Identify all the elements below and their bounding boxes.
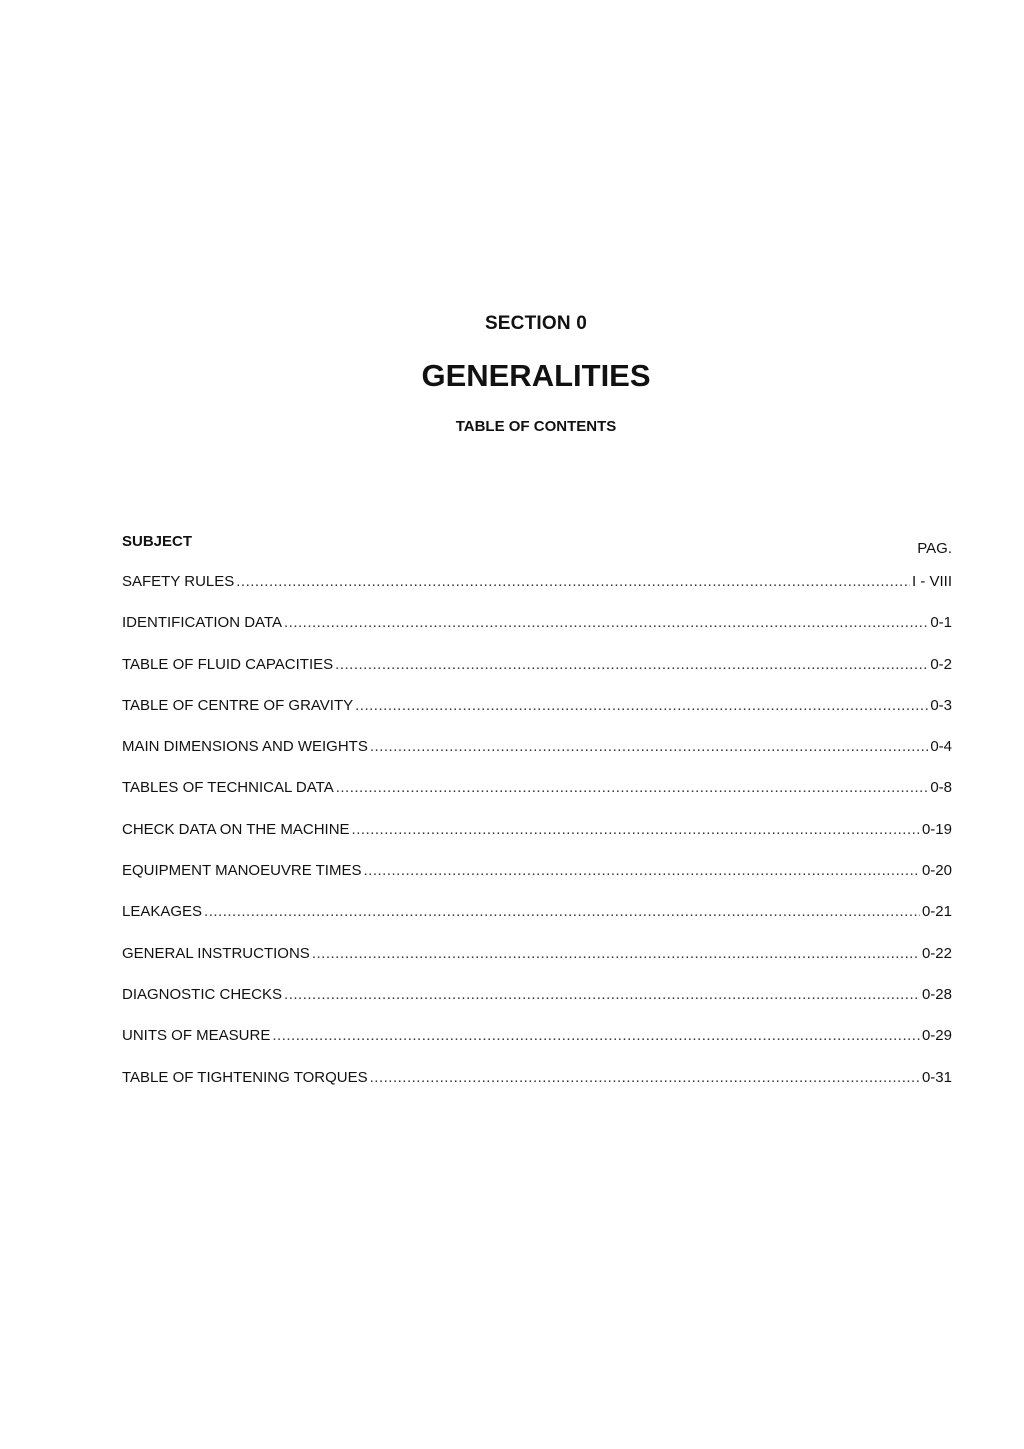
toc-entry-diagnostic-checks[interactable] xyxy=(122,986,952,1027)
dot-leader xyxy=(335,656,928,673)
toc-entry-centre-of-gravity[interactable] xyxy=(122,697,952,738)
page-column-header: PAG. xyxy=(917,540,952,557)
toc-entry-subject: EQUIPMENT MANOEUVRE TIMES xyxy=(122,862,362,880)
toc-entry-technical-data[interactable] xyxy=(122,779,952,820)
dot-leader xyxy=(236,573,910,590)
subject-column-header: SUBJECT xyxy=(122,533,193,550)
toc-entry-subject: MAIN DIMENSIONS AND WEIGHTS xyxy=(122,738,368,756)
toc-list xyxy=(122,573,952,1110)
dot-leader xyxy=(336,779,929,796)
dot-leader xyxy=(312,945,920,962)
toc-heading: TABLE OF CONTENTS xyxy=(455,418,617,435)
toc-entry-page: 0-2 xyxy=(930,655,952,673)
dot-leader xyxy=(284,614,928,631)
toc-entry-subject: TABLE OF FLUID CAPACITIES xyxy=(122,655,334,673)
toc-entry-subject: LEAKAGES xyxy=(122,903,203,921)
toc-entry-subject: IDENTIFICATION DATA xyxy=(122,614,282,632)
toc-entry-subject: TABLES OF TECHNICAL DATA xyxy=(122,779,334,797)
toc-entry-general-instructions[interactable] xyxy=(122,945,952,986)
toc-entry-fluid-capacities[interactable] xyxy=(122,656,952,697)
toc-entry-page: 0-4 xyxy=(930,738,952,756)
toc-entry-page: 0-28 xyxy=(921,985,952,1003)
toc-entry-page: 0-19 xyxy=(921,820,952,838)
toc-entry-subject: TABLE OF TIGHTENING TORQUES xyxy=(122,1068,368,1086)
dot-leader xyxy=(204,903,920,920)
dot-leader xyxy=(352,821,920,838)
toc-entry-subject: UNITS OF MEASURE xyxy=(122,1027,271,1045)
toc-entry-subject: GENERAL INSTRUCTIONS xyxy=(122,944,310,962)
toc-entry-subject: SAFETY RULES xyxy=(122,573,235,590)
dot-leader xyxy=(370,738,928,755)
dot-leader xyxy=(363,862,919,879)
toc-entry-page: 0-20 xyxy=(921,862,952,880)
toc-entry-check-data[interactable] xyxy=(122,821,952,862)
toc-entry-safety-rules[interactable] xyxy=(122,573,952,614)
toc-entry-page: 0-22 xyxy=(921,944,952,962)
toc-entry-identification-data[interactable] xyxy=(122,614,952,655)
toc-entry-units-of-measure[interactable] xyxy=(122,1027,952,1068)
dot-leader xyxy=(272,1027,920,1044)
dot-leader xyxy=(355,697,928,714)
toc-entry-manoeuvre-times[interactable] xyxy=(122,862,952,903)
toc-entry-page: 0-8 xyxy=(930,779,952,797)
toc-entry-page: I - VIII xyxy=(911,573,952,590)
toc-entry-page: 0-21 xyxy=(921,903,952,921)
toc-entry-subject: CHECK DATA ON THE MACHINE xyxy=(122,820,350,838)
toc-entry-page: 0-3 xyxy=(930,696,952,714)
dot-leader xyxy=(284,986,920,1003)
toc-entry-page: 0-31 xyxy=(921,1068,952,1086)
toc-entry-page: 0-29 xyxy=(921,1027,952,1045)
section-label: SECTION 0 xyxy=(484,313,588,334)
dot-leader xyxy=(370,1069,920,1086)
toc-entry-tightening-torques[interactable] xyxy=(122,1069,952,1110)
toc-entry-leakages[interactable] xyxy=(122,903,952,944)
toc-entry-page: 0-1 xyxy=(930,614,952,632)
toc-entry-subject: DIAGNOSTIC CHECKS xyxy=(122,985,283,1003)
page-title: GENERALITIES xyxy=(421,358,651,393)
toc-entry-main-dimensions[interactable] xyxy=(122,738,952,779)
toc-entry-subject: TABLE OF CENTRE OF GRAVITY xyxy=(122,696,354,714)
